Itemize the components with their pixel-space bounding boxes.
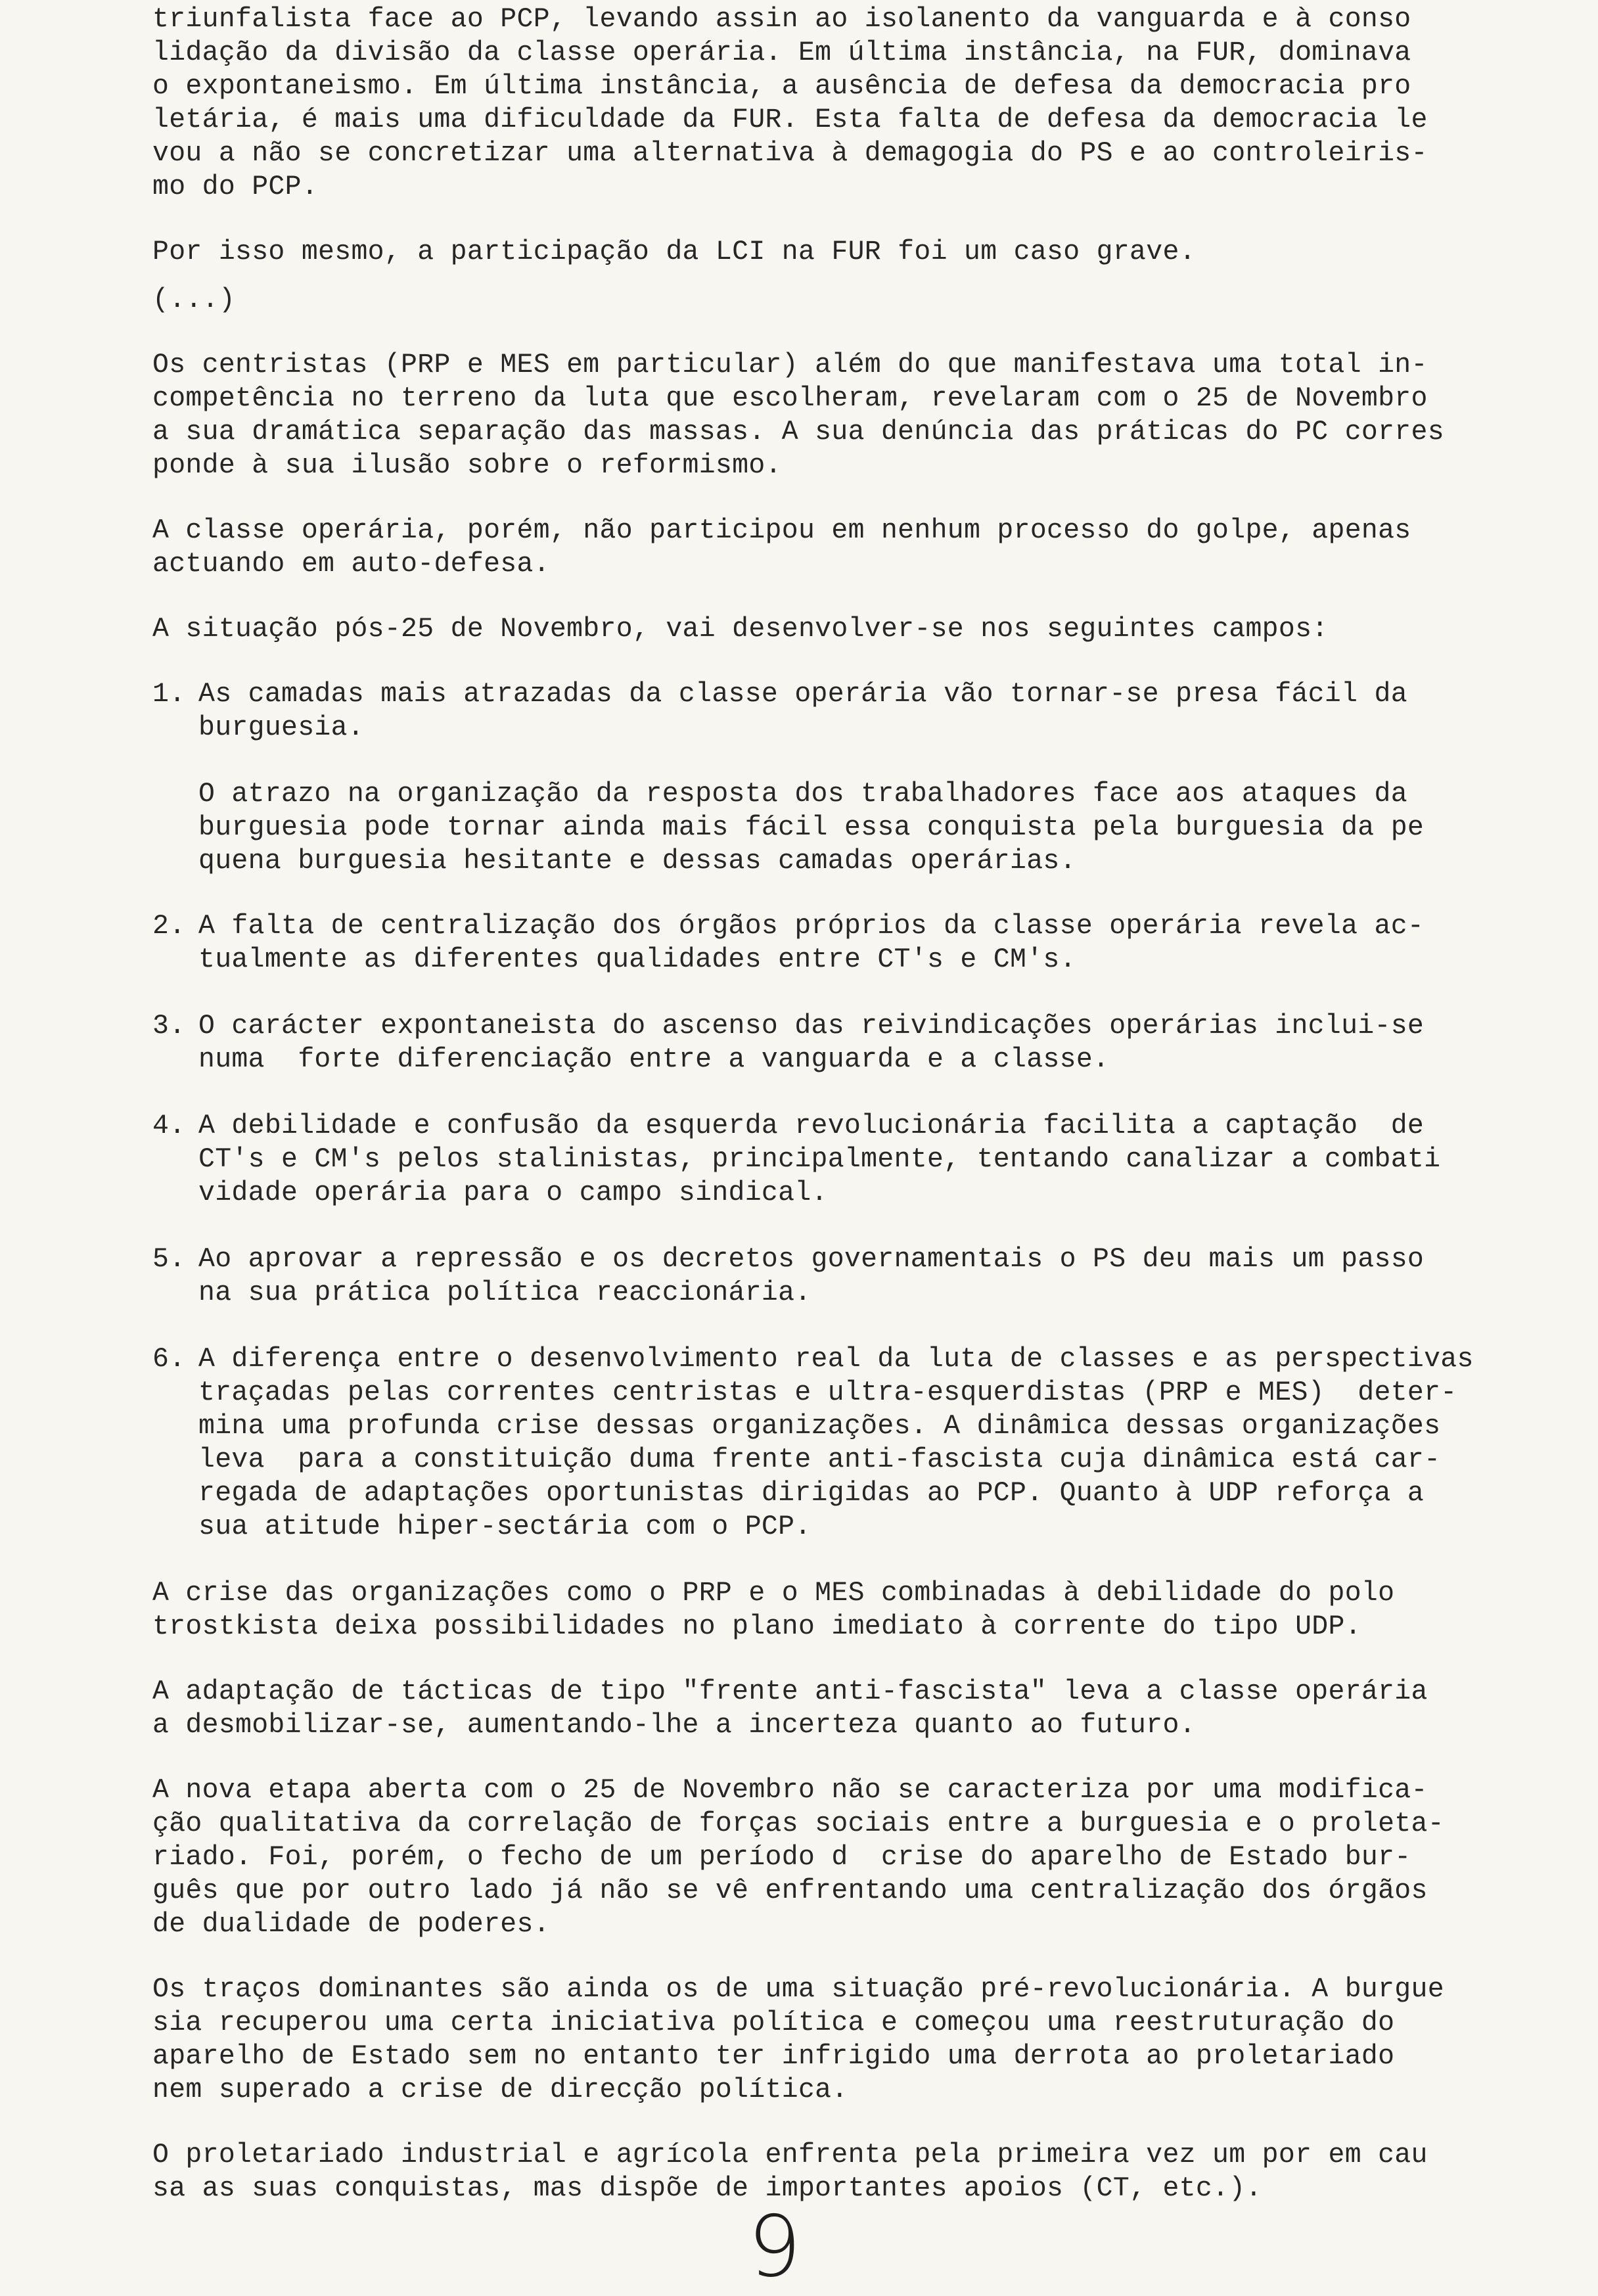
- paragraph-lci-participation: [152, 235, 1473, 269]
- list-item-subparagraph: [198, 777, 1473, 878]
- text-line: A adaptação de tácticas de tipo "frente anti-fascista" leva a classe operária: [152, 1676, 1428, 1707]
- text-line: guês que por outro lado já não se vê enfrentando uma centralização dos órgãos: [152, 1875, 1428, 1906]
- text-line: a sua dramática separação das massas. A sua denúncia das práticas do PC corres: [152, 417, 1444, 448]
- text-line: trostkista deixa possibilidades no plano imediato à corrente do tipo UDP.: [152, 1611, 1361, 1642]
- text-line: leva para a constituição duma frente anti-fascista cuja dinâmica está car-: [198, 1444, 1441, 1475]
- item-number: 6.: [152, 1344, 186, 1375]
- text-line: de dualidade de poderes.: [152, 1909, 550, 1940]
- list-item: [152, 1343, 1473, 1544]
- text-line: vou a não se concretizar uma alternativa à demagogia do PS e ao controleiris-: [152, 138, 1428, 169]
- text-line: Ao aprovar a repressão e os decretos governamentais o PS deu mais um passo: [198, 1244, 1425, 1275]
- document-body: [152, 3, 1473, 2237]
- text-line: triunfalista face ao PCP, levando assin ao isolanento da vanguarda e à conso: [152, 4, 1411, 35]
- text-line: Por isso mesmo, a participação da LCI na FUR foi um caso grave.: [152, 237, 1196, 267]
- text-line: A falta de centralização dos órgãos próprios da classe operária revela ac-: [198, 911, 1425, 942]
- item-number: 1.: [152, 679, 186, 710]
- text-line: O carácter expontaneista do ascenso das reivindicações operárias inclui-se: [198, 1011, 1425, 1042]
- paragraph-fur-critique: [152, 3, 1473, 204]
- text-line: aparelho de Estado sem no entanto ter infrigido uma derrota ao proletariado: [152, 2041, 1395, 2072]
- text-line: (...): [152, 285, 236, 315]
- list-item: [152, 1009, 1473, 1076]
- text-line: A classe operária, porém, não participou em nenhum processo do golpe, apenas: [152, 515, 1411, 546]
- text-line: tualmente as diferentes qualidades entre CT's e CM's.: [198, 944, 1076, 975]
- text-line: Os traços dominantes são ainda os de uma situação pré-revolucionária. A burgue: [152, 1974, 1444, 2005]
- list-item: [152, 1109, 1473, 1210]
- text-line: sia recuperou uma certa iniciativa política e começou uma reestruturação do: [152, 2008, 1395, 2038]
- paragraph-dominant-traits: [152, 1973, 1473, 2107]
- text-line: A situação pós-25 de Novembro, vai desenvolver-se nos seguintes campos:: [152, 614, 1329, 645]
- text-line: burguesia pode tornar ainda mais fácil essa conquista pela burguesia da pe: [198, 812, 1425, 843]
- text-line: actuando em auto-defesa.: [152, 549, 550, 580]
- paragraph-proletariat: [152, 2138, 1473, 2205]
- text-line: letária, é mais uma dificuldade da FUR. Esta falta de defesa da democracia le: [152, 104, 1428, 135]
- text-line: riado. Foi, porém, o fecho de um período d crise do aparelho de Estado bur-: [152, 1842, 1411, 1873]
- text-line: A nova etapa aberta com o 25 de Novembro não se caracteriza por uma modifica-: [152, 1775, 1428, 1806]
- item-number: 3.: [152, 1011, 186, 1042]
- text-line: sa as suas conquistas, mas dispõe de importantes apoios (CT, etc.).: [152, 2173, 1262, 2204]
- text-line: lidação da divisão da classe operária. Em última instância, na FUR, dominava: [152, 37, 1411, 68]
- list-item: [152, 677, 1473, 745]
- text-line: sua atitude hiper-sectária com o PCP.: [198, 1511, 811, 1542]
- text-line: burguesia.: [198, 712, 365, 743]
- item-number: 5.: [152, 1244, 186, 1275]
- text-line: ção qualitativa da correlação de forças sociais entre a burguesia e o proleta-: [152, 1808, 1444, 1839]
- paragraph-new-stage: [152, 1774, 1473, 1941]
- list-item: [152, 909, 1473, 976]
- text-line: traçadas pelas correntes centristas e ultra-esquerdistas (PRP e MES) deter-: [198, 1377, 1457, 1408]
- text-line: CT's e CM's pelos stalinistas, principalmente, tentando canalizar a combati: [198, 1144, 1441, 1175]
- text-line: mo do PCP.: [152, 172, 319, 202]
- paragraph-post-november: [152, 612, 1473, 646]
- text-line: O proletariado industrial e agrícola enfrenta pela primeira vez um por em cau: [152, 2140, 1428, 2170]
- page-number: 9: [748, 2198, 802, 2296]
- item-number: 4.: [152, 1111, 186, 1141]
- text-line: o expontaneismo. Em última instância, a ausência de defesa da democracia pro: [152, 71, 1411, 102]
- paragraph-working-class: [152, 514, 1473, 581]
- text-line: Os centristas (PRP e MES em particular) além do que manifestava uma total in-: [152, 350, 1428, 380]
- text-line: regada de adaptações oportunistas dirigidas ao PCP. Quanto à UDP reforça a: [198, 1478, 1425, 1509]
- paragraph-centrists: [152, 348, 1473, 482]
- item-number: 2.: [152, 911, 186, 942]
- text-line: A crise das organizações como o PRP e o MES combinadas à debilidade do polo: [152, 1578, 1395, 1609]
- text-line: na sua prática política reaccionária.: [198, 1277, 811, 1308]
- text-line: mina uma profunda crise dessas organizações. A dinâmica dessas organizações: [198, 1411, 1441, 1442]
- text-line: O atrazo na organização da resposta dos trabalhadores face aos ataques da: [198, 779, 1407, 810]
- text-line: competência no terreno da luta que escolheram, revelaram com o 25 de Novembro: [152, 383, 1428, 414]
- text-line: numa forte diferenciação entre a vanguarda e a classe.: [198, 1044, 1110, 1075]
- text-line: A debilidade e confusão da esquerda revolucionária facilita a captação de: [198, 1111, 1425, 1141]
- text-line: quena burguesia hesitante e dessas camadas operárias.: [198, 846, 1076, 877]
- text-line: A diferença entre o desenvolvimento real da luta de classes e as perspectivas: [198, 1344, 1474, 1375]
- list-item: [152, 1243, 1473, 1310]
- text-line: nem superado a crise de direcção política.: [152, 2075, 848, 2105]
- text-line: vidade operária para o campo sindical.: [198, 1178, 828, 1208]
- paragraph-anti-fascist-front: [152, 1675, 1473, 1742]
- text-line: ponde à sua ilusão sobre o reformismo.: [152, 450, 782, 481]
- text-line: a desmobilizar-se, aumentando-lhe a incerteza quanto ao futuro.: [152, 1710, 1196, 1741]
- ellipsis: [152, 283, 1473, 317]
- text-line: As camadas mais atrazadas da classe operária vão tornar-se presa fácil da: [198, 679, 1407, 710]
- paragraph-organization-crisis: [152, 1576, 1473, 1643]
